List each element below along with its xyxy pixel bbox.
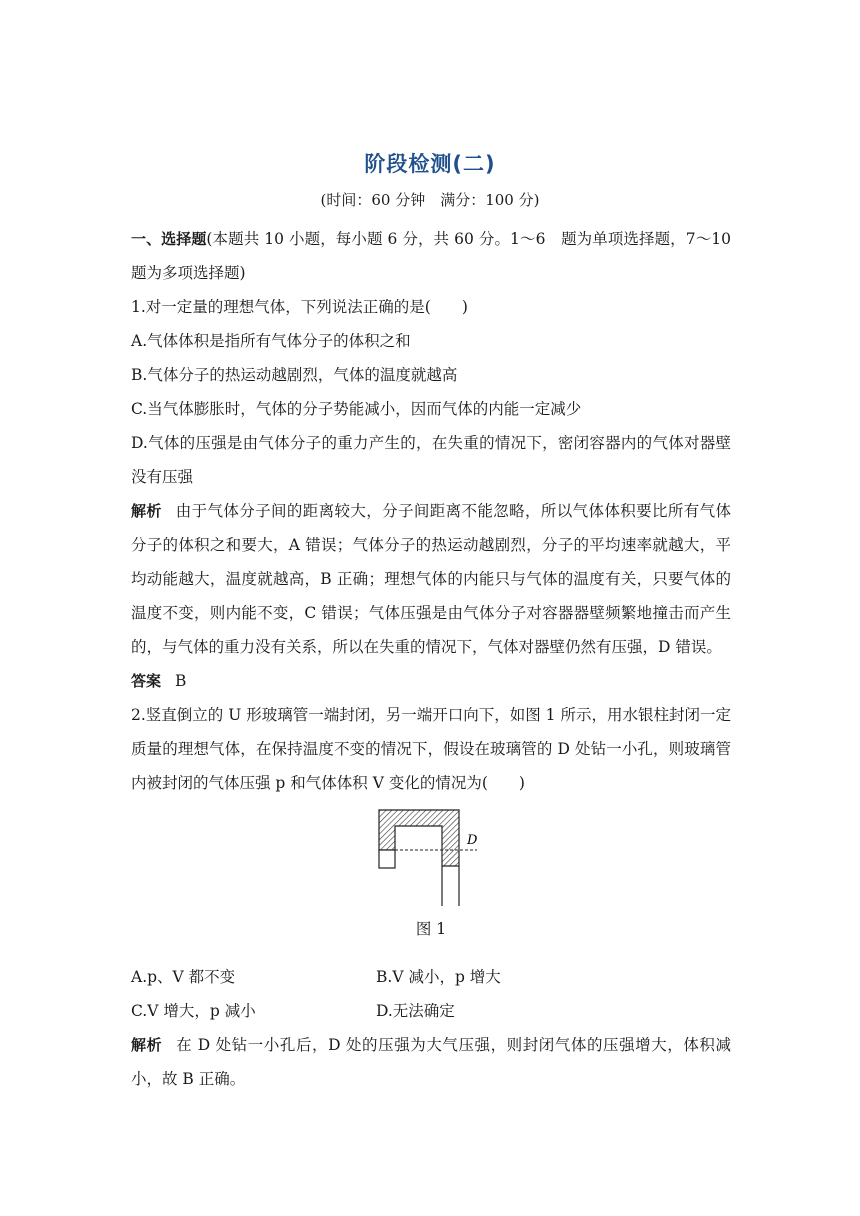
section-description: (本题共 10 小题，每小题 6 分，共 60 分。1～6 题为单项选择题，7～10 题为多项选择题) bbox=[131, 230, 731, 282]
figure-caption: 图 1 bbox=[415, 920, 447, 938]
analysis-text: 由于气体分子间的距离较大，分子间距离不能忽略，所以气体体积要比所有气体分子的体积之和要大，A 错误；气体分子的热运动越剧烈，分子的平均速率就越大，平均动能越大，温度就越高，B 正确；理想气体的内能只与气体的温度有关，只要气体的温度不变，则内能不变，C 错误；气体压强是由气体分子对容器器壁频繁地撞击而产生的，与气体的重力没有关系，所以在失重的情况下，气体对器壁仍然有压强，D 错误。 bbox=[131, 502, 731, 656]
question-2-option-a: A.p、V 都不变 bbox=[131, 968, 236, 986]
analysis-label: 解析 bbox=[131, 1036, 163, 1054]
question-1-option-b: B.气体分子的热运动越剧烈，气体的温度就越高 bbox=[131, 366, 458, 384]
section-heading bbox=[131, 222, 731, 290]
answer-value: B bbox=[175, 672, 187, 690]
analysis-label: 解析 bbox=[131, 502, 162, 520]
sealed-end bbox=[379, 850, 395, 868]
question-1-answer bbox=[131, 664, 731, 698]
question-1-option-a: A.气体体积是指所有气体分子的体积之和 bbox=[131, 332, 411, 350]
question-1-analysis bbox=[131, 494, 731, 664]
u-tube-diagram bbox=[371, 808, 491, 908]
document-body bbox=[131, 222, 731, 1096]
question-1-option-c: C.当气体膨胀时，气体的分子势能减小，因而气体的内能一定减少 bbox=[131, 400, 582, 418]
exam-info: (时间：60 分钟 满分：100 分) bbox=[320, 191, 540, 209]
question-2-stem: 2.竖直倒立的 U 形玻璃管一端封闭，另一端开口向下，如图 1 所示，用水银柱封闭一定质量的理想气体，在保持温度不变的情况下，假设在玻璃管的 D 处钻一小孔，则玻璃管内被封闭的气体压强 p 和气体体积 V 变化的情况为( ) bbox=[131, 706, 731, 792]
section-title: 一、选择题 bbox=[131, 230, 207, 248]
question-2-option-d: D.无法确定 bbox=[376, 1002, 455, 1020]
question-1-option-d: D.气体的压强是由气体分子的重力产生的，在失重的情况下，密闭容器内的气体对器壁没有压强 bbox=[131, 434, 731, 486]
answer-label: 答案 bbox=[131, 672, 162, 690]
question-1-stem: 1.对一定量的理想气体，下列说法正确的是( ) bbox=[131, 298, 468, 316]
figure-1 bbox=[131, 800, 731, 960]
question-2-option-b: B.V 减小，p 增大 bbox=[376, 968, 501, 986]
question-2-option-c: C.V 增大，p 减小 bbox=[131, 1002, 256, 1020]
question-2-options-row-1 bbox=[131, 960, 731, 994]
point-d-label: D bbox=[467, 833, 478, 848]
analysis-text: 在 D 处钻一小孔后，D 处的压强为大气压强，则封闭气体的压强增大，体积减小，故 B 正确。 bbox=[131, 1036, 731, 1088]
question-2-options-row-2 bbox=[131, 994, 731, 1028]
page-title: 阶段检测(二) bbox=[364, 152, 496, 176]
question-2-analysis bbox=[131, 1028, 731, 1096]
